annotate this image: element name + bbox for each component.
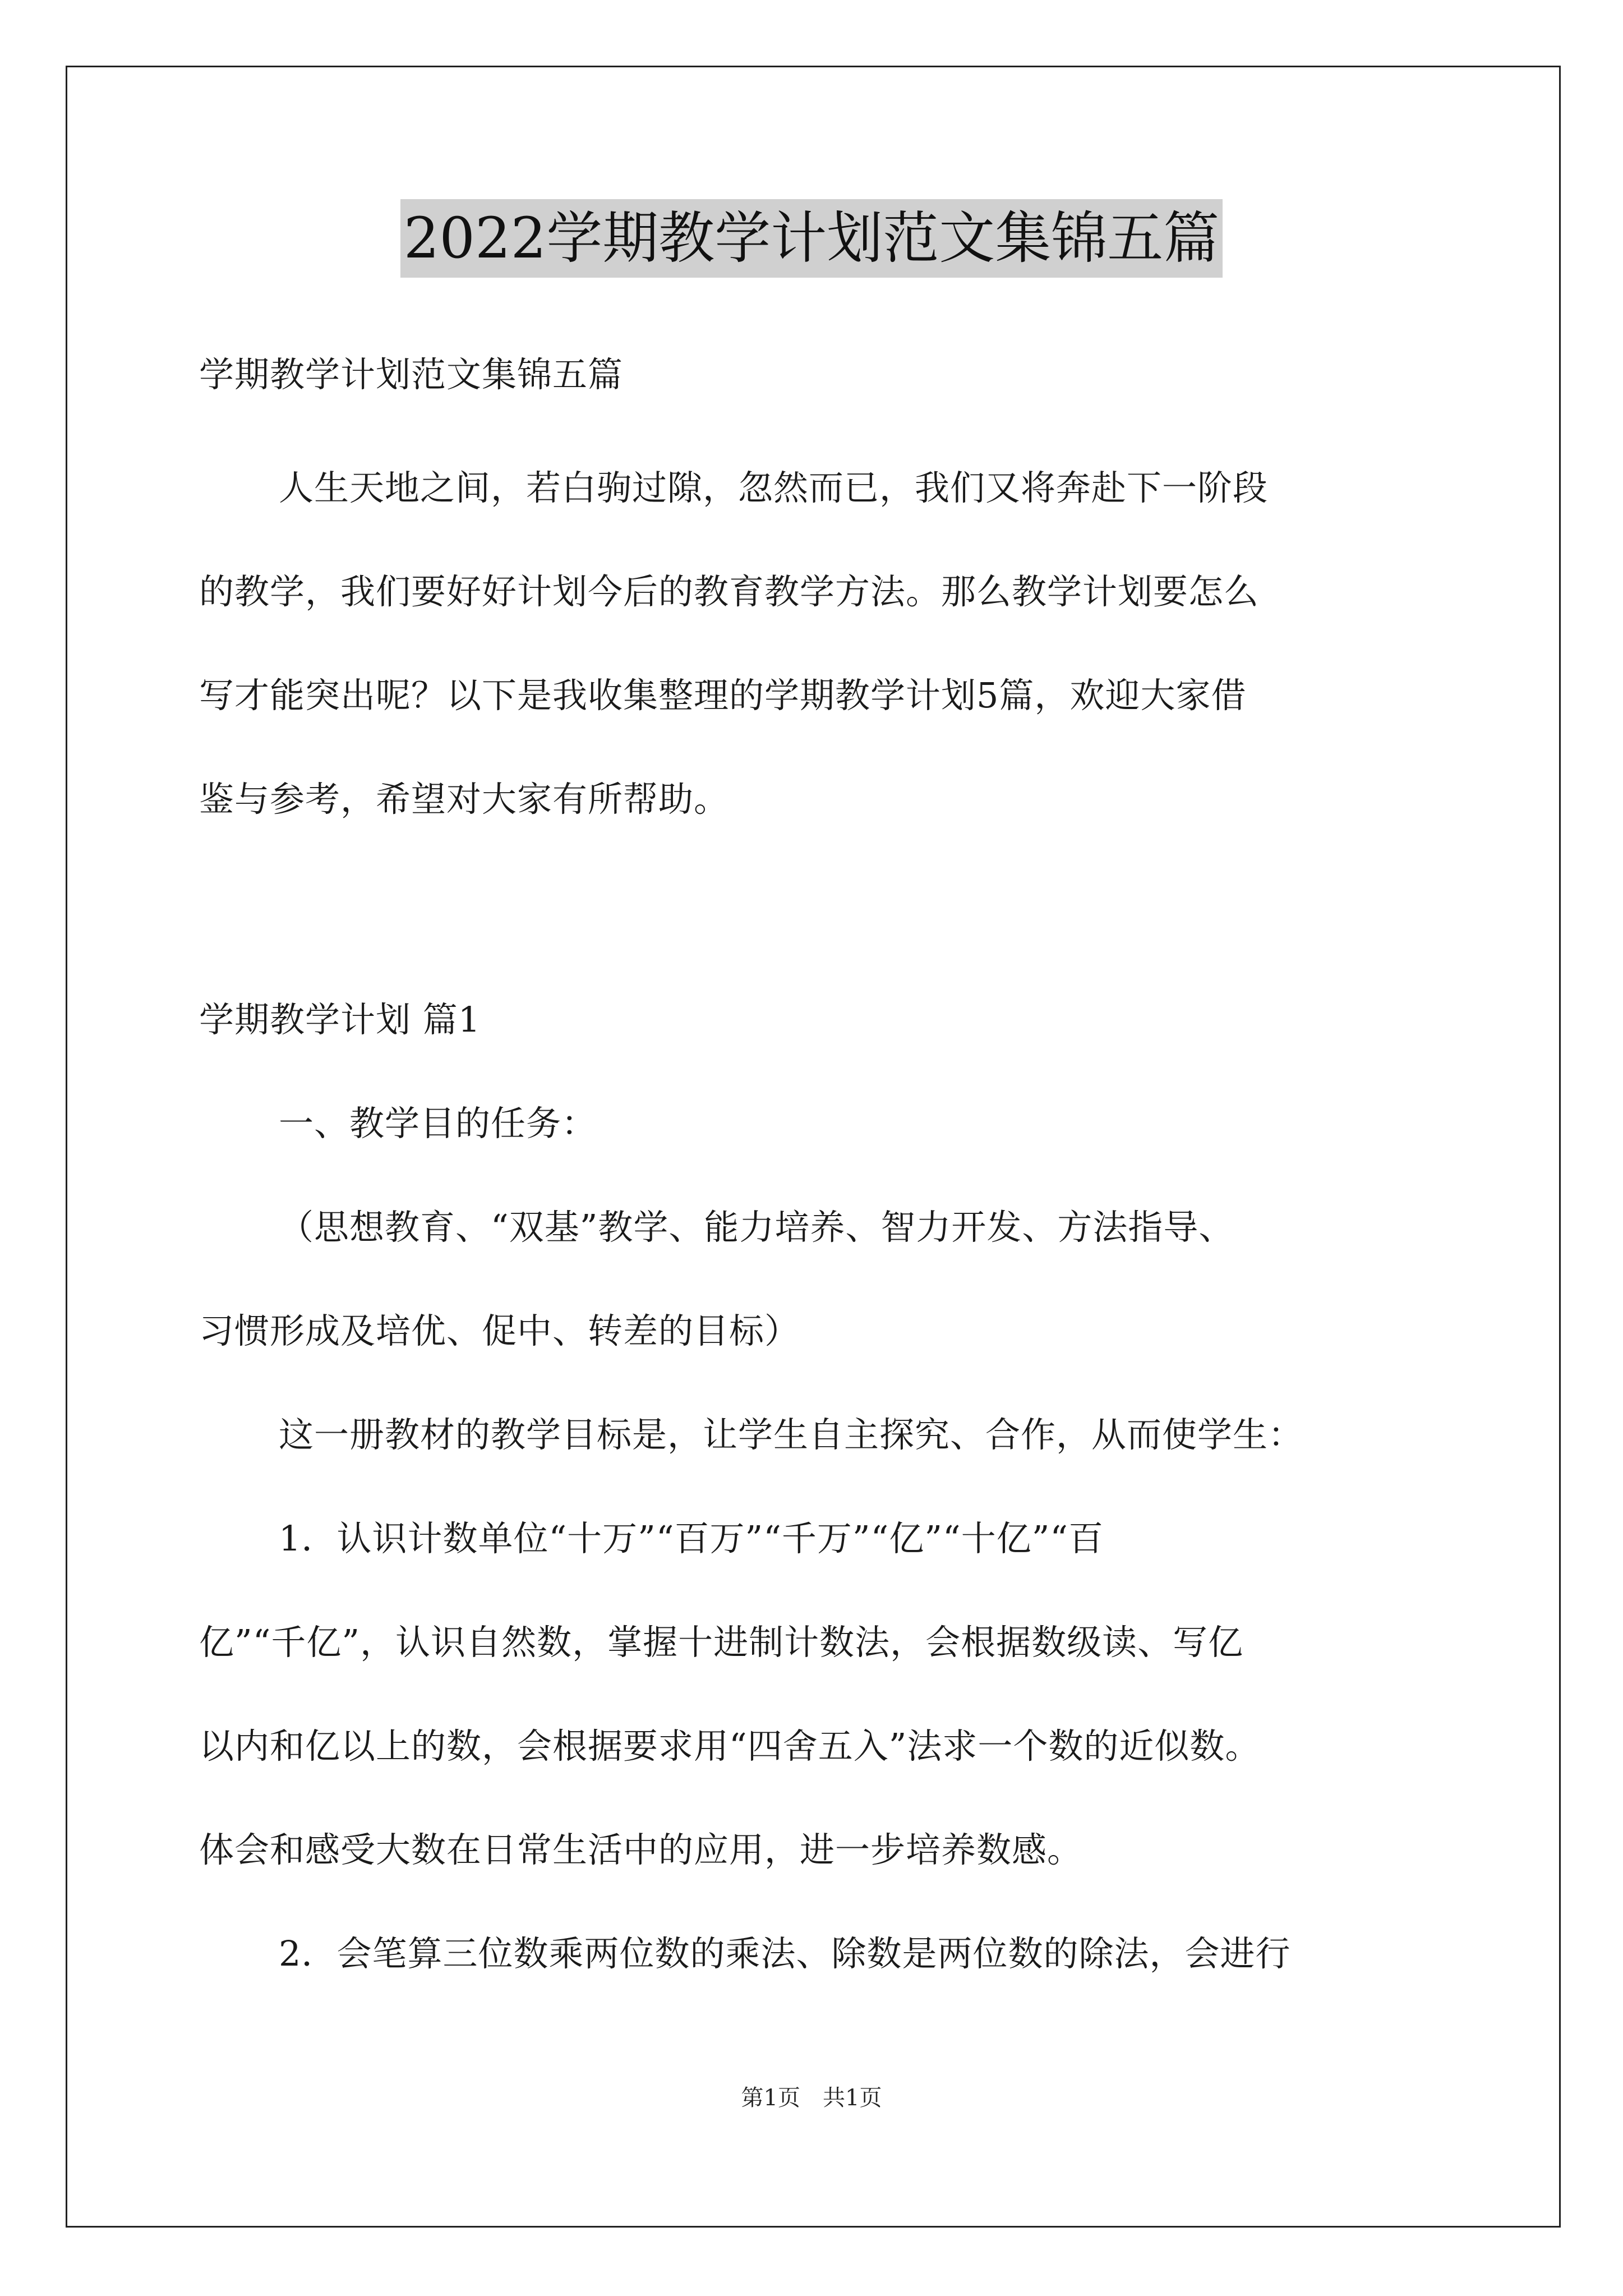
paragraph-line: 2．会笔算三位数乘两位数的乘法、除数是两位数的除法，会进行 <box>279 1933 1291 1974</box>
paragraph-line: 一、教学目的任务： <box>279 1103 597 1144</box>
paragraph-line: 人生天地之间，若白驹过隙，忽然而已，我们又将奔赴下一阶段 <box>279 467 1269 508</box>
paragraph-line: 以内和亿以上的数，会根据要求用“四舍五入”法求一个数的近似数。 <box>199 1726 1261 1766</box>
paragraph-line: 这一册教材的教学目标是，让学生自主探究、合作，从而使学生： <box>279 1414 1304 1455</box>
paragraph-line: 体会和感受大数在日常生活中的应用，进一步培养数感。 <box>199 1829 1083 1870</box>
paragraph-line: 鉴与参考，希望对大家有所帮助。 <box>199 779 730 820</box>
page-footer: 第1页 共1页 <box>741 2085 882 2111</box>
paragraph-line: 1．认识计数单位“十万”“百万”“千万”“亿”“十亿”“百 <box>279 1518 1104 1559</box>
document-title: 2022学期教学计划范文集锦五篇 <box>400 199 1223 278</box>
paragraph-line: 的教学，我们要好好计划今后的教育教学方法。那么教学计划要怎么 <box>199 571 1260 612</box>
paragraph-line: 亿”“千亿”，认识自然数，掌握十进制计数法，会根据数级读、写亿 <box>199 1622 1244 1663</box>
paragraph-line: 写才能突出呢？以下是我收集整理的学期教学计划5篇，欢迎大家借 <box>199 675 1247 716</box>
paragraph-line: 习惯形成及培优、促中、转差的目标） <box>199 1310 800 1351</box>
title-container <box>0 199 1623 278</box>
section-heading: 学期教学计划 篇1 <box>199 999 481 1040</box>
paragraph-line: （思想教育、“双基”教学、能力培养、智力开发、方法指导、 <box>279 1207 1234 1248</box>
subtitle-line: 学期教学计划范文集锦五篇 <box>199 354 624 395</box>
